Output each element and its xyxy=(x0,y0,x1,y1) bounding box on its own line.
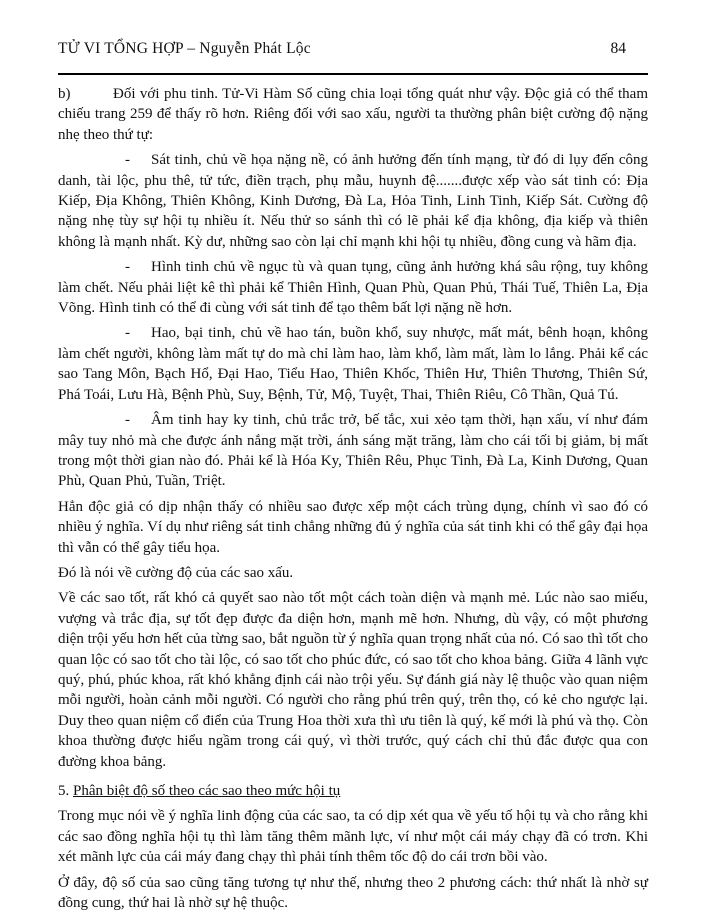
paragraph: Hẳn độc giả có dịp nhận thấy có nhiều sao được xếp một cách trùng dụng, chính vì sao đó có nhiều ý nghĩa. Ví dụ như riêng sát tinh chẳng những đủ ý nghĩa của sát tinh khi có thể gây đại họa thì vẫn có thể gây tiểu họa. xyxy=(58,498,648,556)
heading-text: Phân biệt độ số theo các sao theo mức hội tụ xyxy=(73,783,341,799)
bullet-dash: - xyxy=(125,152,130,169)
bullet-dash: - xyxy=(125,259,130,276)
paragraph: - Âm tinh hay ky tinh, chủ trắc trở, bế tắc, xui xẻo tạm thời, hạn xấu, ví như đám mây tuy nhỏ mà che được ánh nắng mặt trời, ánh sáng mặt trăng, làm cho cái tối bị giảm, bị mất trong một thời gian nào đó. Phải kể là Hóa Ky, Thiên Rêu, Phục Tinh, Đà La, Kinh Dương, Quan Phù, Quan Phủ, Tuần, Triệt. xyxy=(58,412,648,490)
paragraph: - Sát tinh, chủ về họa nặng nề, có ảnh hưởng đến tính mạng, từ đó di lụy đến công danh, tài lộc, phu thê, tử tức, điền trạch, phụ mẫu, huynh đệ.......được xếp vào sát tinh có: Địa Kiếp, Địa Không, Thiên Không, Kinh Dương, Đà La, Hỏa Tinh, Linh Tinh, Kiếp Sát. Cường độ nặng nhẹ tùy sự hội tụ nhiều ít. Nếu thử so sánh thì có lẽ phải kể địa không, địa kiếp và thiên không là mạnh nhất. Kỳ dư, những sao còn lại chỉ mạnh khi hội tụ nhiều, đồng cung và hãm địa. xyxy=(58,152,648,250)
page-body xyxy=(58,84,648,913)
heading-number: 5. xyxy=(58,783,73,799)
paragraph: - Hình tinh chủ về ngục tù và quan tụng, cũng ảnh hưởng khá sâu rộng, tuy không làm chết. Nếu phải liệt kê thì phải kể Thiên Hình, Quan Phù, Quan Phủ, Thái Tuế, Thiên La, Địa Võng. Hình tinh có thể đi cùng với sát tinh để tạo thêm bất lợi nặng nề hơn. xyxy=(58,259,648,317)
header-rule xyxy=(58,73,648,75)
paragraph: - Hao, bại tinh, chủ về hao tán, buồn khổ, suy nhược, mất mát, bênh hoạn, không làm chết người, không làm mất tự do mà chỉ làm hao, làm khổ, làm mất, làm lo lắng. Phải kể các sao Tang Môn, Bạch Hổ, Đại Hao, Tiểu Hao, Thiên Khốc, Thiên Hư, Thiên Thương, Thiên Sứ, Phá Toái, Lưu Hà, Bệnh Phù, Suy, Bệnh, Tử, Mộ, Tuyệt, Thai, Thiên Riêu, Cô Thần, Quả Tú. xyxy=(58,325,648,403)
section-heading xyxy=(58,781,648,801)
paragraph-label: b) xyxy=(58,86,71,102)
page-number: 84 xyxy=(610,40,626,57)
page-header xyxy=(58,40,648,58)
bullet-dash: - xyxy=(125,412,130,429)
paragraph: b) Đối với phu tinh. Tử-Vi Hàm Số cũng chia loại tổng quát như vậy. Độc giả có thể tham chiếu trang 259 để thấy rõ hơn. Riêng đối với sao xấu, người ta thường phân biệt cường độ nặng nhẹ theo thứ tự: xyxy=(58,86,648,143)
paragraph: Trong mục nói về ý nghĩa linh động của các sao, ta có dịp xét qua về yếu tố hội tụ và cho rằng khi các sao đồng nghĩa hội tụ thì làm tăng thêm mãnh lực, ví như một cái máy chạy đã có trơn. Khi xét mãnh lực của cái máy đang chạy thì phải tính thêm tốc độ do cái trơn bồi vào. xyxy=(58,808,648,866)
book-title: TỬ VI TỔNG HỢP – Nguyễn Phát Lộc xyxy=(58,40,311,57)
bullet-dash: - xyxy=(125,325,130,342)
paragraph: Đó là nói về cường độ của các sao xấu. xyxy=(58,564,294,581)
paragraph: Về các sao tốt, rất khó cả quyết sao nào tốt một cách toàn diện và mạnh mẻ. Lúc nào sao miếu, vượng và trắc địa, sự tốt đẹp được đa diện hơn, mạnh mẽ hơn. Nhưng, dù vậy, có một phương diện trội yếu hơn hết của từng sao, bắt nguồn từ ý nghĩa quan trọng nhất của nó. Có sao thì tốt cho quan lộc có sao tốt cho tài lộc, có sao tốt cho phúc đức, có sao tốt cho khoa bảng. Giữa 4 lãnh vực quý, phú, phúc khoa, rất khó khẳng định cái nào trội yếu. Sự đánh giá này lệ thuộc vào quan niệm mỗi người, hoàn cảnh mỗi người. Có người cho rằng phú trên quý, trên thọ, có kẻ cho ngược lại. Duy theo quan niệm cổ điển của Trung Hoa thời xưa thì ưu tiên là quý, kế mới là phú và thọ. Còn khoa thường được hiểu ngầm trong cái quý, vì thời trước, quý cách chỉ thủ đắc được qua con đường khoa bảng. xyxy=(58,590,648,770)
paragraph: Ở đây, độ số của sao cũng tăng tương tự như thế, nhưng theo 2 phương cách: thứ nhất là nhờ sự đồng cung, thứ hai là nhờ sự hệ thuộc. xyxy=(58,874,648,912)
